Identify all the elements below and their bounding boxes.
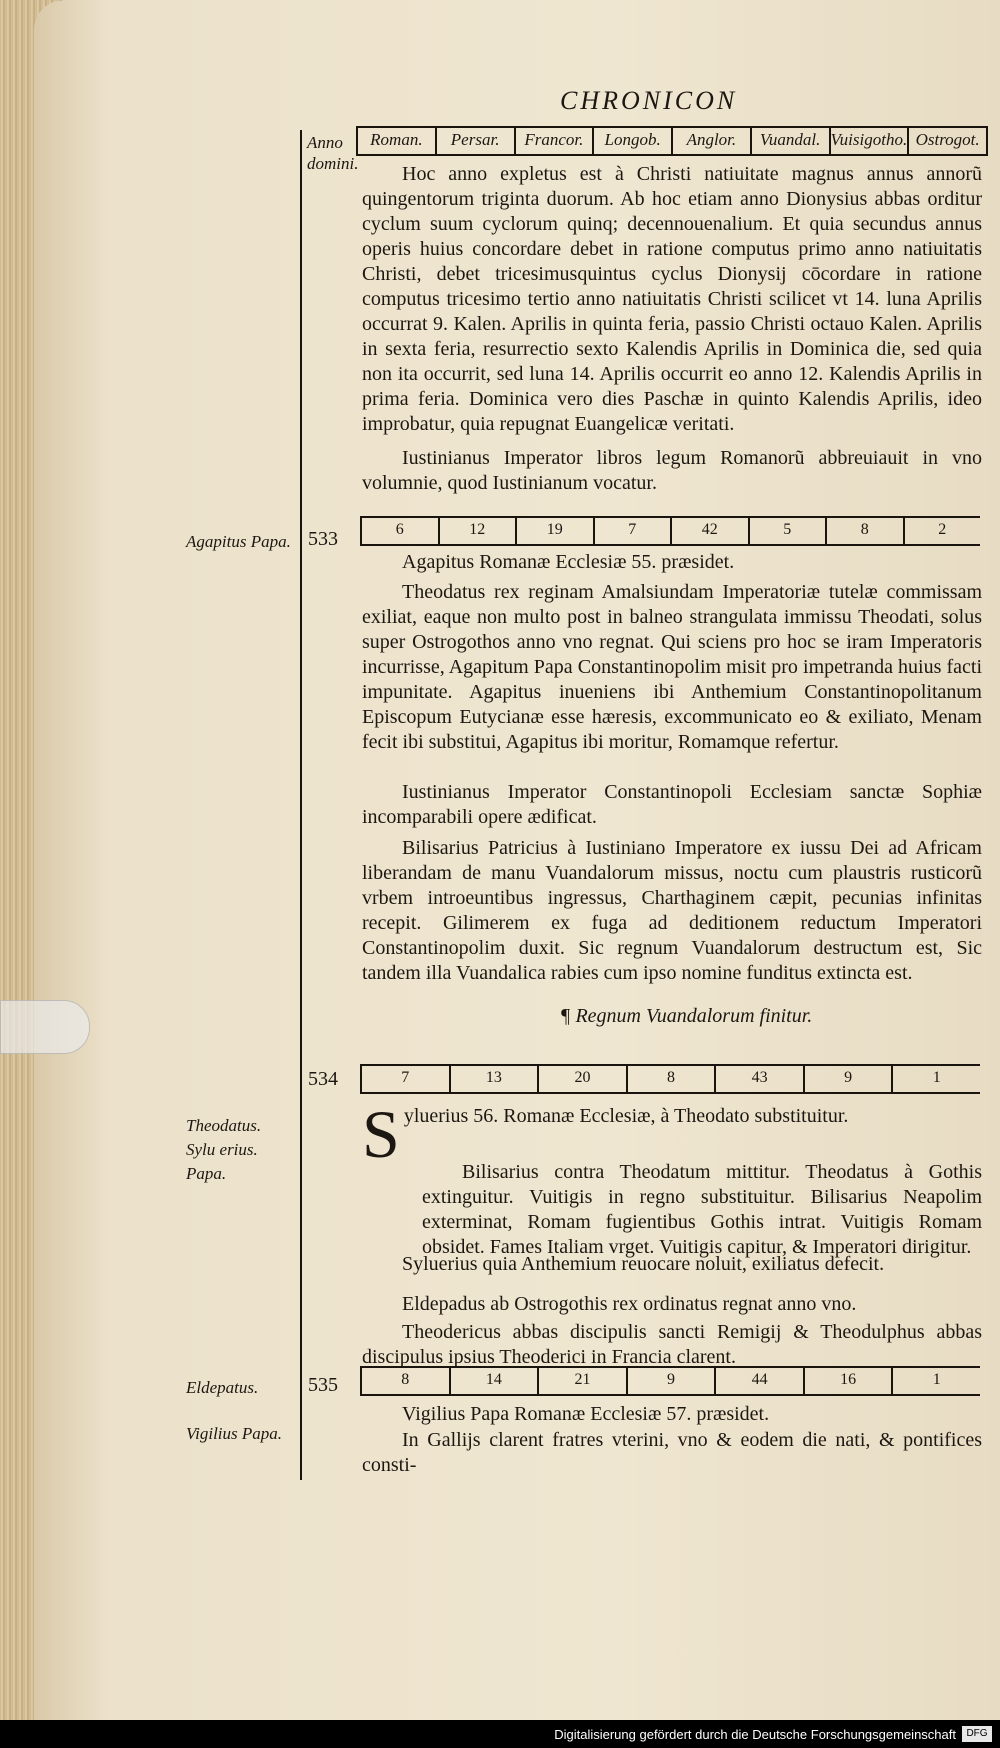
regnal-year-cell: 7	[593, 518, 671, 544]
paragraph-text: yluerius 56. Romanæ Ecclesiæ, à Theodato substituitur.	[403, 1105, 849, 1127]
regnal-year-cell: 7	[360, 1066, 449, 1092]
regnal-year-cell: 1	[891, 1368, 980, 1394]
regnal-year-cell: 16	[803, 1368, 892, 1394]
body-paragraph: Eldepadus ab Ostrogothis rex ordinatus regnat anno vno.	[402, 1293, 857, 1315]
regnal-year-cell: 14	[449, 1368, 538, 1394]
body-paragraph	[362, 1096, 982, 1172]
margin-name: Eldepatus.	[186, 1378, 259, 1397]
body-paragraph: Vigilius Papa Romanæ Ecclesiæ 57. præsidet.	[402, 1403, 770, 1425]
column-header: Francor.	[516, 128, 595, 154]
regnal-year-cell: 12	[438, 518, 516, 544]
year-number: 535	[308, 1374, 338, 1396]
regnal-year-bar	[360, 516, 980, 546]
regnal-year-cell: 42	[670, 518, 748, 544]
regnal-year-cell: 8	[825, 518, 903, 544]
body-paragraph: Theodericus abbas discipulis sancti Remigij & Theodulphus abbas discipulus ipsius Theoderici in Francia clarent.	[362, 1321, 982, 1368]
body-paragraph: Iustinianus Imperator libros legum Romanorũ abbreuiauit in vno volumnie, quod Iustinianum vocatur.	[362, 447, 982, 494]
regnal-year-cell: 13	[449, 1066, 538, 1092]
regnal-year-cell: 8	[626, 1066, 715, 1092]
column-header: Vuisigotho.	[831, 128, 910, 154]
column-header: Ostrogot.	[915, 130, 980, 149]
regnal-year-cell: 20	[537, 1066, 626, 1092]
body-paragraph: In Gallijs clarent fratres vterini, vno & eodem die nati, & pontifices consti-	[362, 1429, 982, 1476]
body-paragraph: Syluerius quia Anthemium reuocare noluit, exiliatus defecit.	[402, 1253, 885, 1275]
footer-credit: Digitalisierung gefördert durch die Deutsche Forschungsgemeinschaft	[554, 1727, 956, 1742]
margin-name: Agapitus Papa.	[186, 532, 291, 551]
anno-domini-label: Anno domini.	[307, 133, 359, 173]
body-paragraph: Hoc anno expletus est à Christi natiuitate magnus annus annorũ quingentorum triginta duorum. Ab hoc etiam anno Dionysius abbas orditur cyclum suum cyclorum quinq; decennouenalium. Et quia secundus annus operis huius concordare debet in ratione computus primo anno natiuitatis Christi, debet tricesimusquintus cyclus Dionysij cōcordare in ratione computus tricesimo tertio anno natiuitatis Christi scilicet vt 14. luna Aprilis occurrat 9. Kalen. Aprilis in quinta feria, passio Christi octauo Kalen. Aprilis in sexta feria, resurrectio sexto Kalendis Aprilis in Dominica die, sed quia non ita occurrit, sed luna 14. Aprilis occurrit eo anno 12. Kalendis Aprilis in prima feria. Dominica vero dies Paschæ in quinto Kalendis Aprilis, ideo improbatur, quia repugnat Euangelicæ veritati.	[362, 163, 982, 435]
regnal-year-cell: 9	[626, 1368, 715, 1394]
section-rubric: ¶ Regnum Vuandalorum finitur.	[560, 1005, 813, 1027]
body-paragraph: Theodatus rex reginam Amalsiundam Imperatoriæ tutelæ commissam exiliat, eaque non multo post in balneo strangulata immissu Theodati, solus super Ostrogothos anno vno regnat. Qui sciens pro hoc se iram Imperatoris incurrisse, Agapitum Papa Constantinopolim misit pro impetranda huius facti impunitate. Agapitus inueniens ibi Anthemium Constantinopolitanum Episcopum Eutycianæ esse hæresis, excommunicato eo & exiliato, Menam fecit ibi substitui, Agapitus ibi moritur, Romamque refertur.	[362, 581, 982, 753]
page-marker-slip	[0, 1000, 90, 1054]
body-paragraph: Bilisarius contra Theodatum mittitur. Theodatus à Gothis extinguitur. Vuitigis in regno substituitur. Bilisarius Neapolim exterminat, Romam fugientibus Gothis intrat. Vuitigis Romam obsidet. Fames Italiam vrget. Vuitigis capitur, & Imperatori dirigitur.	[422, 1161, 982, 1258]
body-paragraph: Agapitus Romanæ Ecclesiæ 55. præsidet.	[402, 551, 735, 573]
running-title: CHRONICON	[560, 86, 738, 115]
dfg-logo: DFG	[962, 1726, 992, 1742]
regnal-year-cell: 6	[360, 518, 438, 544]
regnal-year-cell: 2	[903, 518, 981, 544]
margin-name: Vigilius Papa.	[186, 1424, 283, 1443]
regnal-year-cell: 21	[537, 1368, 626, 1394]
body-paragraph: Iustinianus Imperator Constantinopoli Ecclesiam sanctæ Sophiæ incomparabili opere ædificat.	[362, 781, 982, 828]
column-header: Longob.	[594, 128, 673, 154]
column-header-bar	[356, 126, 988, 156]
regnal-year-bar	[360, 1366, 980, 1396]
body-paragraph: Bilisarius Patricius à Iustiniano Imperatore ex iussu Dei ad Africam liberandam de manu Vuandalorum missus, noctu cum plaustris rusticorũ vrbem introeuntibus ingressus, Charthaginem cæpit, pecunias infinitas recepit. Gilimerem ex fuga ad deditionem reductum Imperatori Constantinopolim duxit. Sic regnum Vuandalorum destructum est, Sic tandem illa Vuandalica rabies cum ipso nomine funditus extincta est.	[362, 837, 982, 984]
regnal-year-cell: 8	[360, 1368, 449, 1394]
column-header: Persar.	[437, 128, 516, 154]
regnal-year-cell: 9	[803, 1066, 892, 1092]
regnal-year-cell: 44	[714, 1368, 803, 1394]
column-header: Vuandal.	[752, 128, 831, 154]
regnal-year-bar	[360, 1064, 980, 1094]
year-number: 534	[308, 1068, 338, 1090]
regnal-year-cell: 1	[891, 1066, 980, 1092]
footer-bar	[0, 1720, 1000, 1748]
column-header: Anglor.	[673, 128, 752, 154]
drop-cap: S	[362, 1096, 400, 1172]
margin-name: Theodatus.	[186, 1116, 262, 1135]
margin-name: Sylu erius.	[186, 1140, 258, 1159]
regnal-year-cell: 19	[515, 518, 593, 544]
year-number: 533	[308, 528, 338, 550]
regnal-year-cell: 43	[714, 1066, 803, 1092]
column-header: Roman.	[358, 128, 437, 154]
margin-name: Papa.	[186, 1164, 227, 1183]
margin-rule	[300, 130, 302, 1480]
regnal-year-cell: 5	[748, 518, 826, 544]
